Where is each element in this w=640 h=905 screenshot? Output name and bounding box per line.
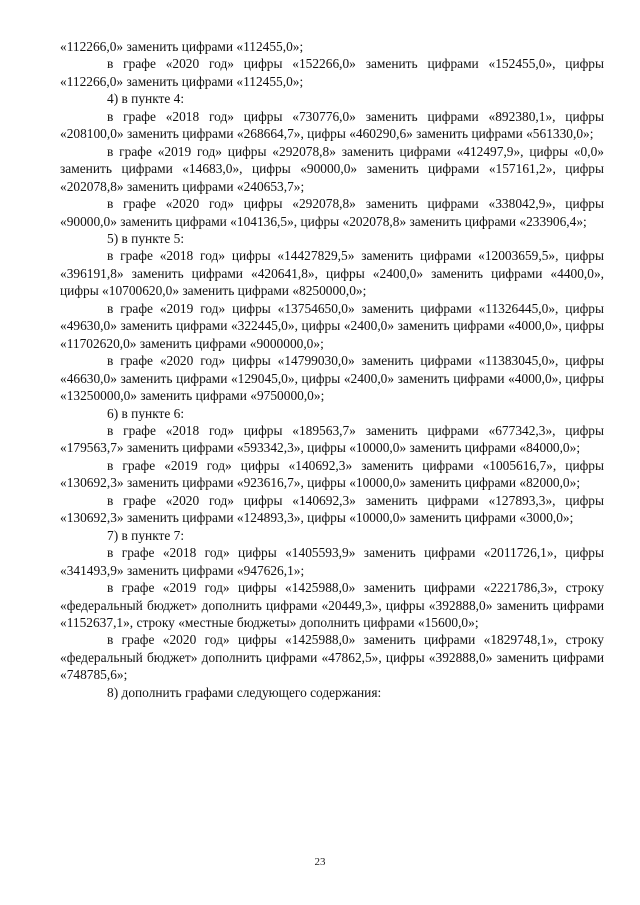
section-heading: 5) в пункте 5:	[107, 230, 185, 246]
paragraph: в графе «2018 год» цифры «1405593,9» заменить цифрами «2011726,1», цифры «341493,9» заменить цифрами «947626,1»;	[60, 545, 604, 578]
paragraph: в графе «2019 год» цифры «13754650,0» заменить цифрами «11326445,0», цифры «49630,0» заменить цифрами «322445,0», цифры «2400,0» заменить цифрами «4000,0», цифры «11702620,0» заменить цифрами «9000000,0»;	[60, 300, 604, 351]
paragraph: в графе «2019 год» цифры «292078,8» заменить цифрами «412497,9», цифры «0,0» заменить цифрами «14683,0», цифры «90000,0» заменить цифрами «157161,2», цифры «202078,8» заменить цифрами «240653,7»;	[60, 143, 604, 194]
document-body	[60, 38, 604, 701]
paragraph: «112266,0» заменить цифрами «112455,0»;	[60, 39, 304, 54]
paragraph: в графе «2018 год» цифры «14427829,5» заменить цифрами «12003659,5», цифры «396191,8» заменить цифрами «420641,8», цифры «2400,0» заменить цифрами «4400,0», цифры «10700620,0» заменить цифрами «8250000,0»;	[60, 248, 604, 299]
paragraph: в графе «2018 год» цифры «730776,0» заменить цифрами «892380,1», цифры «208100,0» заменить цифрами «268664,7», цифры «460290,6» заменить цифрами «561330,0»;	[60, 108, 604, 142]
paragraph: в графе «2019 год» цифры «140692,3» заменить цифрами «1005616,7», цифры «130692,3» заменить цифрами «923616,7», цифры «10000,0» заменить цифрами «82000,0»;	[60, 457, 604, 491]
section-heading: 4) в пункте 4:	[107, 91, 185, 107]
paragraph: в графе «2018 год» цифры «189563,7» заменить цифрами «677342,3», цифры «179563,7» заменить цифрами «593342,3», цифры «10000,0» заменить цифрами «84000,0»;	[60, 422, 604, 456]
paragraph: в графе «2020 год» цифры «152266,0» заменить цифрами «152455,0», цифры «112266,0» заменить цифрами «112455,0»;	[60, 56, 604, 89]
page-number: 23	[314, 856, 326, 868]
paragraph: в графе «2019 год» цифры «1425988,0» заменить цифрами «2221786,3», строку «федеральный бюджет» дополнить цифрами «20449,3», цифры «392888,0» заменить цифрами «1152637,1», строку «местные бюджеты» дополнить цифрами «15600,0»;	[60, 580, 604, 630]
paragraph: в графе «2020 год» цифры «1425988,0» заменить цифрами «1829748,1», строку «федеральный бюджет» дополнить цифрами «47862,5», цифры «392888,0» заменить цифрами «748785,6»;	[60, 632, 604, 683]
section-heading: 7) в пункте 7:	[107, 527, 185, 543]
section-heading: 6) в пункте 6:	[107, 405, 185, 421]
paragraph: в графе «2020 год» цифры «14799030,0» заменить цифрами «11383045,0», цифры «46630,0» заменить цифрами «129045,0», цифры «2400,0» заменить цифрами «4000,0», цифры «13250000,0» заменить цифрами «9750000,0»;	[60, 353, 604, 404]
paragraph: в графе «2020 год» цифры «292078,8» заменить цифрами «338042,9», цифры «90000,0» заменить цифрами «104136,5», цифры «202078,8» заменить цифрами «233906,4»;	[60, 196, 604, 229]
paragraph: в графе «2020 год» цифры «140692,3» заменить цифрами «127893,3», цифры «130692,3» заменить цифрами «124893,3», цифры «10000,0» заменить цифрами «3000,0»;	[60, 492, 604, 526]
section-heading: 8) дополнить графами следующего содержания:	[107, 684, 382, 700]
